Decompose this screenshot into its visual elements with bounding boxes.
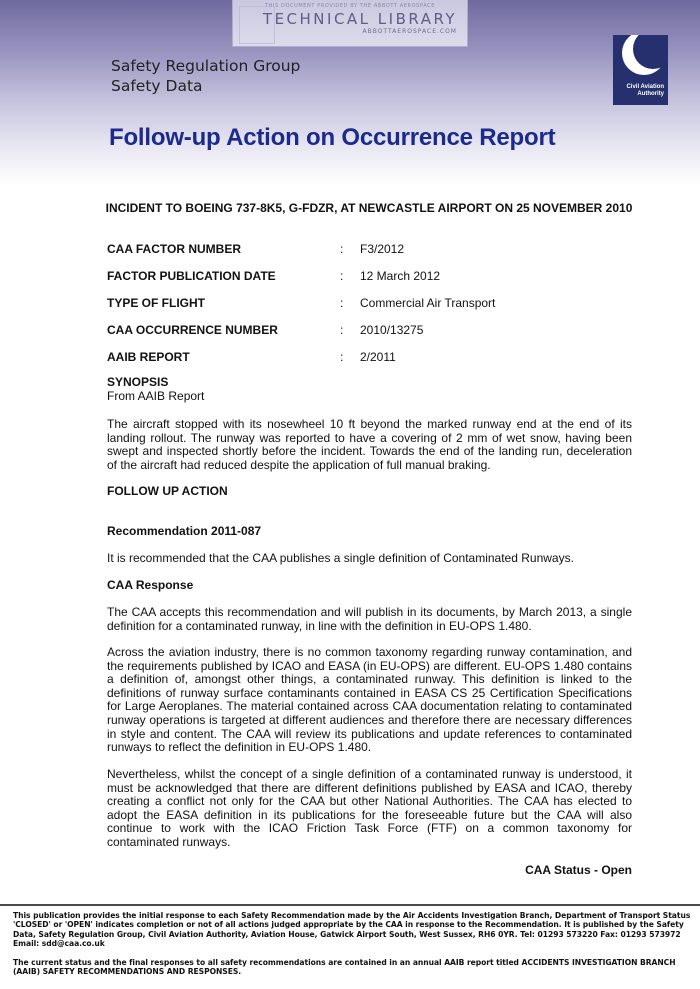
banner-provided-by: THIS DOCUMENT PROVIDED BY THE ABBOTT AEROSPACE [264,3,436,9]
field-separator: : [340,323,344,337]
field-label: FACTOR PUBLICATION DATE [107,269,276,283]
footer-divider [0,904,700,906]
field-label: CAA FACTOR NUMBER [107,242,241,256]
field-row-type-of-flight [107,296,632,323]
recommendation-heading: Recommendation 2011-087 [107,524,262,538]
field-separator: : [340,350,344,364]
recommendation-text: It is recommended that the CAA publishes a single definition of Contaminated Runways. [107,551,574,565]
logo-text-line2: Authority [637,91,664,97]
footer-notice [13,911,695,976]
field-label: AAIB REPORT [107,350,190,364]
status-badge: CAA Status - Open [525,863,632,877]
field-separator: : [340,296,344,310]
response-paragraph: The CAA accepts this recommendation and will publish in its documents, by March 2013, a single definition for a contaminated runway, in line with the definition in EU-OPS 1.480. [107,605,632,633]
synopsis-heading: SYNOPSIS [107,375,169,389]
logo-text-line1: Civil Aviation [626,84,664,90]
org-group-name: Safety Regulation Group [111,57,301,75]
field-row-factor-number [107,242,632,269]
org-department-name: Safety Data [111,77,203,95]
synopsis-text: The aircraft stopped with its nosewheel 10 ft beyond the marked runway end at the end of its landing rollout. The runway was reported to have a covering of 2 mm of wet snow, having been swept and inspected shortly before the incident. Towards the end of the landing run, deceleration of the aircraft had reduced despite the application of full manual braking. [107,417,632,472]
field-row-publication-date [107,269,632,296]
field-separator: : [340,269,344,283]
field-value: Commercial Air Transport [360,296,496,310]
banner-url: ABBOTTAEROSPACE.COM [362,28,457,35]
caa-logo [613,35,668,105]
response-heading: CAA Response [107,578,194,592]
response-paragraph: Across the aviation industry, there is no common taxonomy regarding runway contamination, and the requirements published by ICAO and EASA (in EU-OPS) are different. EU-OPS 1.480 contains a definition of, amongst other things, a contaminated runway. This definition is linked to the definitions of runway surface contaminants contained in EASA CS 25 Certification Specifications for Large Aeroplanes. The material contained across CAA documentation relating to contaminated runway operations is targeted at different audiences and therefore there are necessary differences in style and content. The CAA will review its publications and update references to contaminated runways to reflect the definition in EU-OPS 1.480. [107,645,632,755]
field-label: CAA OCCURRENCE NUMBER [107,323,278,337]
logo-text [613,84,664,98]
footer-paragraph: The current status and the final responses to all safety recommendations are contained in an annual AAIB report titled ACCIDENTS INVESTIGATION BRANCH (AAIB) SAFETY RECOMMENDATIONS AND RESPONSES. [13,957,676,977]
field-value: 2010/13275 [360,323,424,337]
follow-up-heading: FOLLOW UP ACTION [107,484,228,498]
page-title: Follow-up Action on Occurrence Report [109,124,556,151]
field-separator: : [340,242,344,256]
organisation-block [111,56,300,96]
incident-title: INCIDENT TO BOEING 737-8K5, G-FDZR, AT NEWCASTLE AIRPORT ON 25 NOVEMBER 2010 [105,201,633,215]
field-value: 2/2011 [360,350,396,364]
response-paragraph: Nevertheless, whilst the concept of a single definition of a contaminated runway is understood, it must be acknowledged that there are different definitions published by EASA and ICAO, thereby creating a conflict not only for the CAA but other National Authorities. The CAA has elected to adopt the EASA definition in its publications for the foreseeable future but the CAA will also continue to work with the ICAO Friction Task Force (FTF) on a common taxonomy for contaminated runways. [107,767,632,849]
field-row-aaib-report [107,350,632,377]
field-row-occurrence-number [107,323,632,350]
banner-title: TECHNICAL LIBRARY [262,10,458,28]
field-value: 12 March 2012 [360,269,441,283]
field-label: TYPE OF FLIGHT [107,296,205,310]
footer-paragraph: This publication provides the initial response to each Safety Recommendation made by the Air Accidents Investigation Branch, Department of Transport Status 'CLOSED' or 'OPEN' indicates completion or not of all actions judged appropriate by the CAA in response to the Recommendation. It is published by the Safety Data, Safety Regulation Group, Civil Aviation Authority, Aviation House, Gatwick Airport South, West Sussex, RH6 0YR. Tel: 01293 573220 Fax: 01293 573972 Email: sdd@caa.co.uk [13,911,691,949]
synopsis-source: From AAIB Report [107,389,205,403]
report-fields [107,242,632,377]
field-value: F3/2012 [360,242,405,256]
technical-library-banner [232,0,468,47]
